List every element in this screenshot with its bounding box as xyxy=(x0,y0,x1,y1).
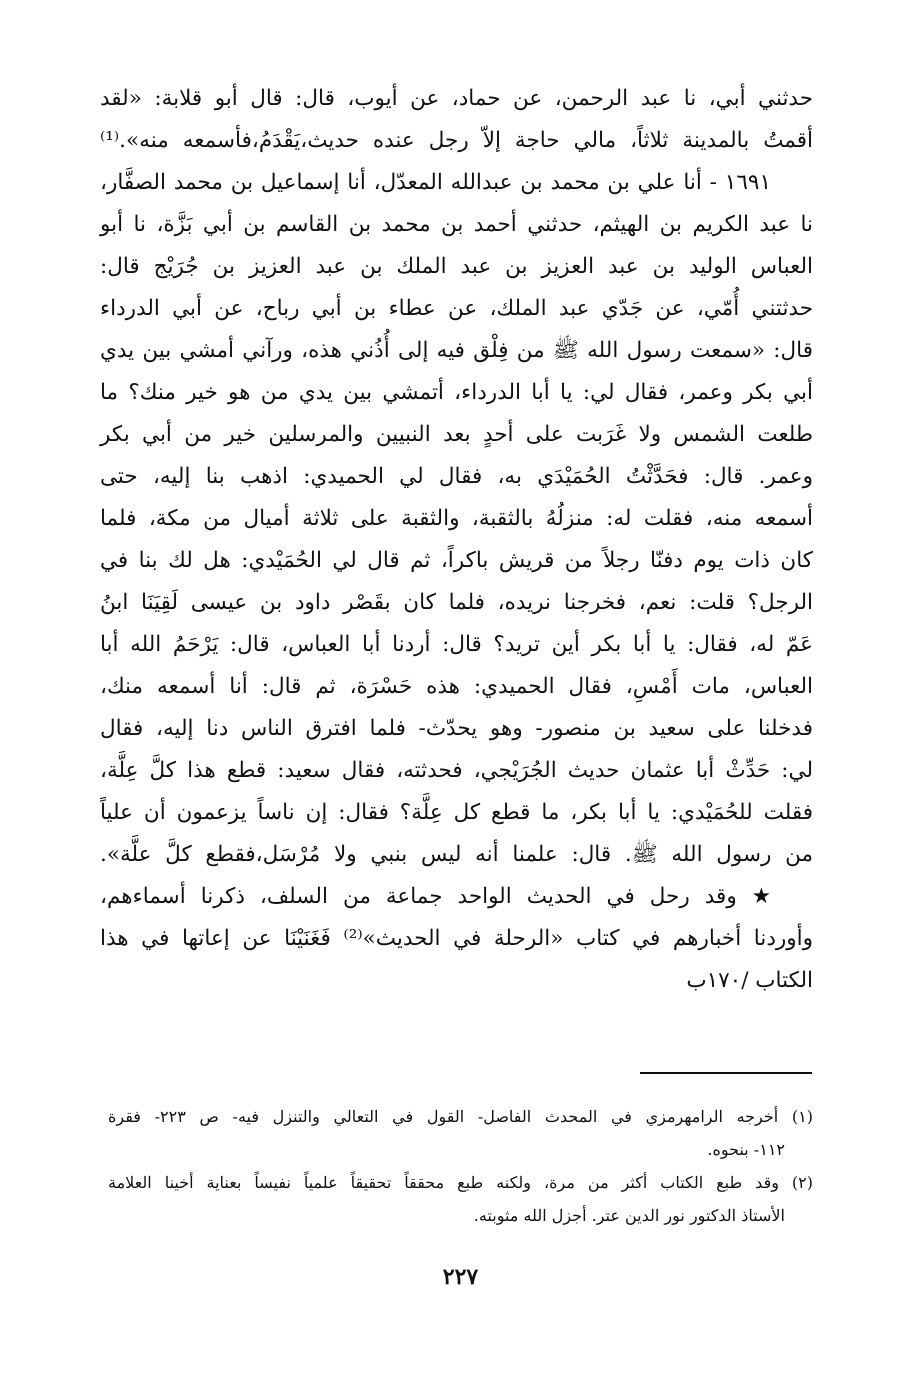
text-line: الكتاب /١٧٠ب xyxy=(686,968,813,993)
text-line: وأوردنا أخبارهم في كتاب «الرحلة في الحديث»⁽²⁾ فَغَنَيْنَا عن إعاتها في هذا xyxy=(100,926,814,951)
text-line: العباس، مات أَمْسِ، فقال الحميدي: هذه حَسْرَة، ثم قال: أنا أسمعه منك، xyxy=(100,674,813,699)
text-line: أقمتُ بالمدينة ثلاثاً، مالي حاجة إلاّ رجل عنده حديث،يَقْدَمُ،فأسمعه منه».⁽¹⁾ xyxy=(100,128,813,153)
footnote-line: (١) أخرجه الرامهرمزي في المحدث الفاصل- القول في التعالي والتنزل فيه- ص ٢٢٣- فقرة xyxy=(108,1107,813,1126)
text-line: فقلت للحُمَيْدي: يا أبا بكر، ما قطع كل عِلَّة؟ فقال: إن ناساً يزعمون أن علياً xyxy=(100,800,813,825)
text-line: الرجل؟ قلت: نعم، فخرجنا نريده، فلما كان بقَصْر داود بن عيسى لَقِيَنَا ابنُ xyxy=(100,590,813,615)
text-line: وعمر. قال: فحَدَّثْتُ الحُمَيْدَي به، فقال لي الحميدي: اذهب بنا إليه، حتى xyxy=(100,464,813,489)
footnote-line: ١١٢- بنحوه. xyxy=(707,1140,785,1159)
footnote-divider xyxy=(640,1072,812,1074)
footnote-line: الأستاذ الدكتور نور الدين عتر. أجزل الله مثوبته. xyxy=(473,1206,785,1225)
page-number: ٢٢٧ xyxy=(442,1264,479,1290)
text-line: أبي بكر وعمر، فقال لي: يا أبا الدرداء، أتمشي بين يدي من هو خير منك؟ ما xyxy=(100,380,813,405)
text-line: كان ذات يوم دفنّا رجلاً من قريش باكراً، ثم قال لي الحُمَيْدي: هل لك بنا في xyxy=(100,548,813,573)
note-paragraph-line: ★ وقد رحل في الحديث الواحد جماعة من السلف، ذكرنا أسماءهم، xyxy=(100,884,771,909)
text-line: طلعت الشمس ولا غَرَبت على أحدٍ بعد النبيين والمرسلين خير من أبي بكر xyxy=(100,422,813,447)
text-line: من رسول الله ﷺ. قال: علمنا أنه ليس بنبي ولا مُرْسَل،فقطع كلَّ علَّة». xyxy=(100,842,813,867)
text-line: حدثني أبي، نا عبد الرحمن، عن حماد، عن أيوب، قال: قال أبو قلابة: «لقد xyxy=(100,86,813,111)
footnotes xyxy=(108,1100,813,1232)
text-line: قال: «سمعت رسول الله ﷺ من فِلْق فيه إلى أُذُني هذه، ورآني أمشي بين يدي xyxy=(100,338,813,363)
text-line: لي: حَدِّثْ أبا عثمان حديث الجُرَيْجي، فحدثته، فقال سعيد: قطع هذا كلَّ عِلَّة، xyxy=(100,758,813,783)
main-text xyxy=(100,78,813,1002)
text-line: نا عبد الكريم بن الهيثم، حدثني أحمد بن محمد بن القاسم بن أبي بَزَّة، نا أبو xyxy=(100,212,813,237)
text-line: أسمعه منه، فقلت له: منزلُهُ بالثقبة، والثقبة على ثلاثة أميال من مكة، فلما xyxy=(100,506,813,531)
footnote-line: (٢) وقد طبع الكتاب أكثر من مرة، ولكنه طبع محققاً تحقيقاً علمياً نفيساً بعناية أخينا العلامة xyxy=(108,1173,813,1192)
text-line: العباس الوليد بن عبد العزيز بن عبد الملك بن عبد العزيز بن جُرَيْج قال: xyxy=(100,254,813,279)
text-line: فدخلنا على سعيد بن منصور- وهو يحدّث- فلما افترق الناس دنا إليه، فقال xyxy=(100,716,813,741)
text-line: حدثتني أُمّي، عن جَدّي عبد الملك، عن عطاء بن أبي رباح، عن أبي الدرداء xyxy=(100,296,813,321)
hadith-heading-line: ١٦٩١ - أنا علي بن محمد بن عبدالله المعدّل، أنا إسماعيل بن محمد الصفَّار، xyxy=(100,170,771,195)
text-line: عَمّ له، فقال: يا أبا بكر أين تريد؟ قال: أردنا أبا العباس، قال: يَرْحَمُ الله أبا xyxy=(100,632,813,657)
